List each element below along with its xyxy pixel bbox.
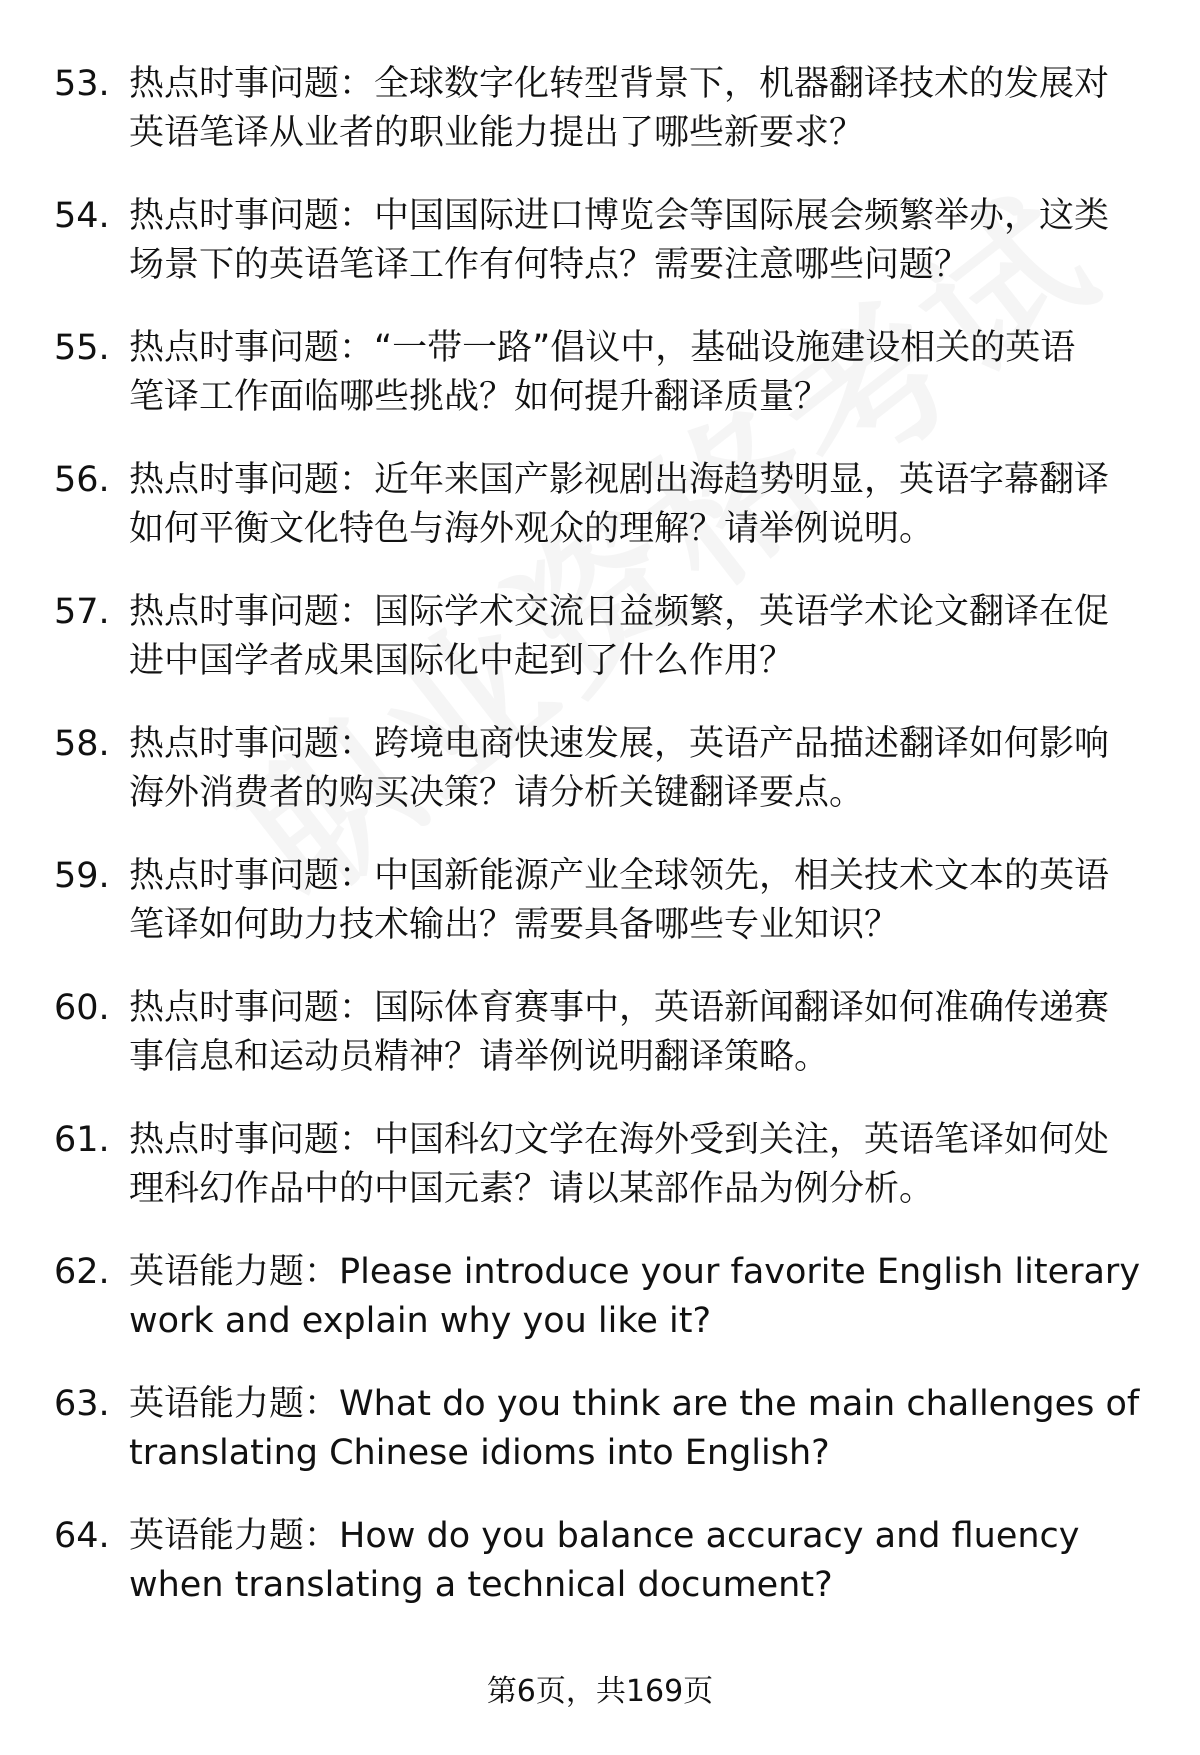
question-line: 事信息和运动员精神？请举例说明翻译策略。 (129, 1037, 830, 1077)
question-line: 理科幻作品中的中国元素？请以某部作品为例分析。 (129, 1169, 935, 1209)
question-number: 53. (54, 64, 110, 104)
question-line: 热点时事问题：中国国际进口博览会等国际展会频繁举办，这类 (129, 196, 1110, 236)
question-number: 62. (54, 1252, 110, 1292)
question-text (129, 1380, 1147, 1478)
question-line: 笔译工作面临哪些挑战？如何提升翻译质量？ (129, 377, 830, 417)
question-line: 英语笔译从业者的职业能力提出了哪些新要求？ (129, 113, 865, 153)
question-number: 59. (54, 856, 110, 896)
question-line: 场景下的英语笔译工作有何特点？需要注意哪些问题？ (129, 245, 970, 285)
question-text (129, 588, 1147, 686)
question-line: 英语能力题：Please introduce your favorite English literary (129, 1252, 1141, 1292)
question-line: 热点时事问题：中国新能源产业全球领先，相关技术文本的英语 (129, 856, 1110, 896)
question-line: 进中国学者成果国际化中起到了什么作用？ (129, 641, 795, 681)
question-line: 英语能力题：What do you think are the main challenges of (129, 1384, 1140, 1424)
question-text (129, 984, 1147, 1082)
question-text (129, 1248, 1147, 1346)
question-number: 64. (54, 1516, 110, 1556)
question-line: 热点时事问题：国际学术交流日益频繁，英语学术论文翻译在促 (129, 592, 1110, 632)
question-number: 54. (54, 196, 110, 236)
question-text (129, 1116, 1147, 1214)
question-line: 热点时事问题：全球数字化转型背景下，机器翻译技术的发展对 (129, 64, 1110, 104)
question-line: 海外消费者的购买决策？请分析关键翻译要点。 (129, 773, 865, 813)
question-number: 63. (54, 1384, 110, 1424)
question-number: 56. (54, 460, 110, 500)
question-line: 热点时事问题：近年来国产影视剧出海趋势明显，英语字幕翻译 (129, 460, 1110, 500)
question-text (129, 192, 1147, 290)
question-line: translating Chinese idioms into English? (129, 1433, 830, 1473)
question-line: work and explain why you like it? (129, 1301, 712, 1341)
question-text (129, 60, 1147, 158)
question-number: 58. (54, 724, 110, 764)
question-number: 61. (54, 1120, 110, 1160)
question-text (129, 1512, 1147, 1610)
question-line: 热点时事问题：国际体育赛事中，英语新闻翻译如何准确传递赛 (129, 988, 1110, 1028)
page-number-footer: 第6页，共169页 (486, 1674, 714, 1709)
question-text (129, 720, 1147, 818)
question-text (129, 324, 1147, 422)
question-line: 热点时事问题：中国科幻文学在海外受到关注，英语笔译如何处 (129, 1120, 1110, 1160)
question-line: 英语能力题：How do you balance accuracy and fluency (129, 1516, 1080, 1556)
question-line: 笔译如何助力技术输出？需要具备哪些专业知识？ (129, 905, 900, 945)
question-line: 热点时事问题：跨境电商快速发展，英语产品描述翻译如何影响 (129, 724, 1110, 764)
question-text (129, 852, 1147, 950)
question-line: when translating a technical document? (129, 1565, 833, 1605)
question-number: 57. (54, 592, 110, 632)
question-line: 热点时事问题：“一带一路”倡议中，基础设施建设相关的英语 (129, 328, 1076, 368)
question-line: 如何平衡文化特色与海外观众的理解？请举例说明。 (129, 509, 935, 549)
question-number: 60. (54, 988, 110, 1028)
question-number: 55. (54, 328, 110, 368)
question-text (129, 456, 1147, 554)
